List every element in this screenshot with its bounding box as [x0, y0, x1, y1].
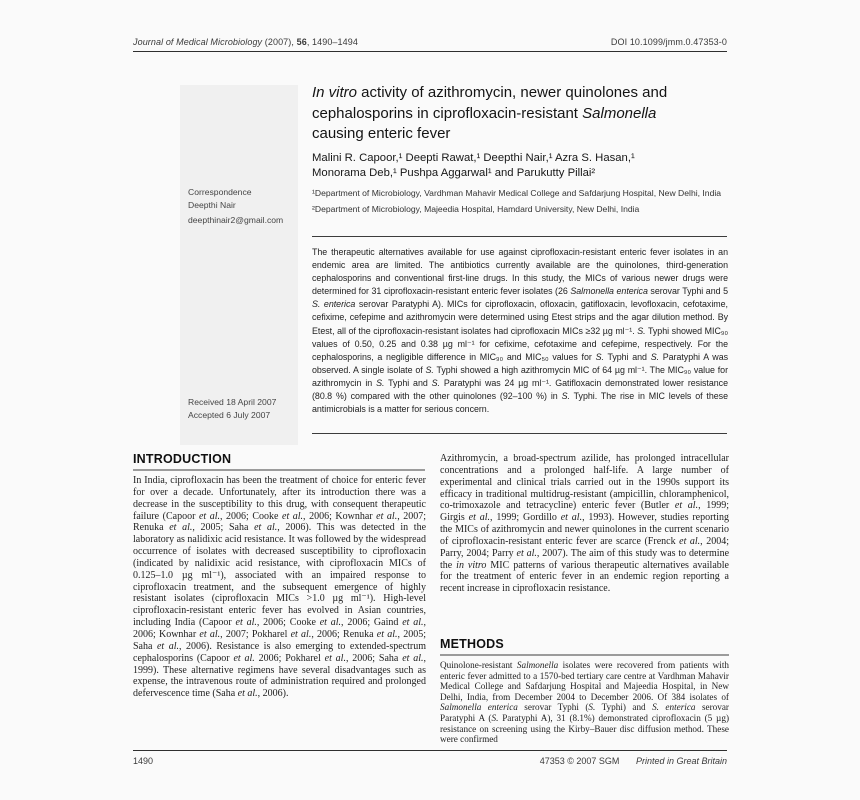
page-header [133, 37, 727, 52]
affiliation-2: ²Department of Microbiology, Majeedia Hospital, Hamdard University, New Delhi, India [312, 204, 640, 214]
azithromycin-paragraph: Azithromycin, a broad-spectrum azilide, has prolonged intracellular concentrations and a prolonged half-life. A large number of experimental and clinical trials carried out in the 1990s support its efficacy in traditional multidrug-resistant (ampicillin, chloramphenicol, co-trimoxazole and tetracycline) enteric fever (Butler et al., 1999; Girgis et al., 1999; Gordillo et al., 1993). However, studies reporting the MICs of azithromycin and newer quinolones in the current scenario of ciprofloxacin-resistant enteric fever are scarce (Frenck et al., 2004; Parry, 2004; Parry et al., 2007). The aim of this study was to determine the in vitro MIC patterns of various therapeutic alternatives available for the treatment of enteric fever in an endemic region reporting a recent increase in ciprofloxacin resistance. [440, 453, 730, 595]
footer-divider [133, 750, 727, 751]
accepted-date: Accepted 6 July 2007 [188, 410, 271, 420]
correspondence-label: Correspondence [188, 187, 252, 197]
section-heading-introduction: INTRODUCTION [133, 452, 425, 471]
journal-citation: Journal of Medical Microbiology (2007), 56, 1490–1494 [133, 37, 358, 47]
correspondence-block [188, 186, 294, 227]
doi-text: DOI 10.1099/jmm.0.47353-0 [610, 37, 727, 47]
introduction-paragraph: In India, ciprofloxacin has been the treatment of choice for enteric fever for over a decade. Unfortunately, after its introduction there was a decrease in the susceptibility to this drug, with consequent therapeutic failure (Capoor et al., 2006; Cooke et al., 2006; Kownhar et al., 2007; Renuka et al., 2005; Saha et al., 2006). This was detected in the laboratory as nalidixic acid resistance. It was followed by the widespread occurrence of isolates with decreased susceptibility to ciprofloxacin (indicated by nalidixic acid resistance, with ciprofloxacin MICs of 0.125–1.0 µg ml⁻¹), associated with an impaired response to ciprofloxacin treatment, and the subsequent emergence of highly resistant isolates (ciprofloxacin MICs >1.0 µg ml⁻¹). High-level ciprofloxacin-resistant enteric fever has evolved in Asian countries, including India (Capoor et al., 2006; Cooke et al., 2006; Gaind et al., 2006; Kownhar et al., 2007; Pokharel et al., 2006; Renuka et al., 2005; Saha et al., 2006). Resistance is also emerging to extended-spectrum cephalosporins (Capoor et al. 2006; Pokharel et al., 2006; Saha et al., 1999). These alternative regimens have several disadvantages such as expense, the intravenous route of administration required and prolonged defervescence time (Saha et al., 2006). [133, 475, 427, 700]
correspondence-name: Deepthi Nair [188, 199, 236, 210]
footer-page-number: 1490 [133, 756, 154, 766]
article-title: In vitro activity of azithromycin, newer quinolones and cephalosporins in ciprofloxacin-resistant Salmonella causing enteric fever [312, 84, 668, 142]
footer-copyright: 47353 © 2007 SGM [539, 756, 620, 766]
page-footer [133, 756, 727, 766]
authors-line: Malini R. Capoor,¹ Deepti Rawat,¹ Deepthi Nair,¹ Azra S. Hasan,¹ Monorama Deb,¹ Pushpa Aggarwal¹ and Parukutty Pillai² [312, 152, 635, 179]
affiliation-1: ¹Department of Microbiology, Vardhman Mahavir Medical College and Safdarjung Hospital, New Delhi, India [312, 188, 722, 198]
methods-paragraph: Quinolone-resistant Salmonella isolates were recovered from patients with enteric fever admitted to a 1570-bed tertiary care centre at Vardhman Mahavir Medical College and Safdarjung Hospital and Majeedia Hospital, in New Delhi, India, from December 2004 to December 2006. Of 384 isolates of Salmonella enterica serovar Typhi (S. Typhi) and S. enterica serovar Paratyphi A (S. Paratyphi A), 31 (8.1%) demonstrated ciprofloxacin (5 µg) resistance on screening using the Kirby–Bauer disc diffusion method. These were confirmed [440, 660, 730, 745]
received-date: Received 18 April 2007 [188, 397, 277, 407]
abstract-text: The therapeutic alternatives available for use against ciprofloxacin-resistant enteric fever isolates in an endemic area are limited. The antibiotics currently available are the quinolones, third-generation cephalosporins and conventional first-line drugs. In this study, the MICs of various newer drugs were determined for 31 ciprofloxacin-resistant enteric fever isolates (26 Salmonella enterica serovar Typhi and 5 S. enterica serovar Paratyphi A). MICs for ciprofloxacin, ofloxacin, gatifloxacin, levofloxacin, cefotaxime, cefixime, cefepime and azithromycin were determined using Etest strips and the agar dilution method. By Etest, all of the ciprofloxacin-resistant isolates had ciprofloxacin MICs ≥32 µg ml⁻¹. S. Typhi showed MIC₉₀ values of 0.50, 0.25 and 0.38 µg ml⁻¹ for cefixime, cefotaxime and cefepime, respectively. For the cephalosporins, a negligible difference in MIC₉₀ and MIC₅₀ values for S. Typhi and S. Paratyphi A was observed. A single isolate of S. Typhi showed a high azithromycin MIC of 64 µg ml⁻¹. The MIC₉₀ value for azithromycin in S. Typhi and S. Paratyphi was 24 µg ml⁻¹. Gatifloxacin demonstrated lower resistance (80.8 %) compared with the other quinolones (92–100 %) in S. Typhi. The rise in MIC levels of these antimicrobials is a matter for serious concern. [312, 247, 729, 415]
correspondence-email: deepthinair2@gmail.com [188, 215, 284, 225]
abstract-divider [312, 433, 727, 434]
affiliations-divider [312, 236, 727, 237]
dates-block [188, 396, 294, 422]
footer-right [540, 756, 727, 766]
section-heading-methods: METHODS [440, 637, 729, 656]
sidebar-panel [180, 85, 298, 445]
footer-printed-in: Printed in Great Britain [635, 756, 727, 766]
affiliations-block [312, 188, 728, 215]
